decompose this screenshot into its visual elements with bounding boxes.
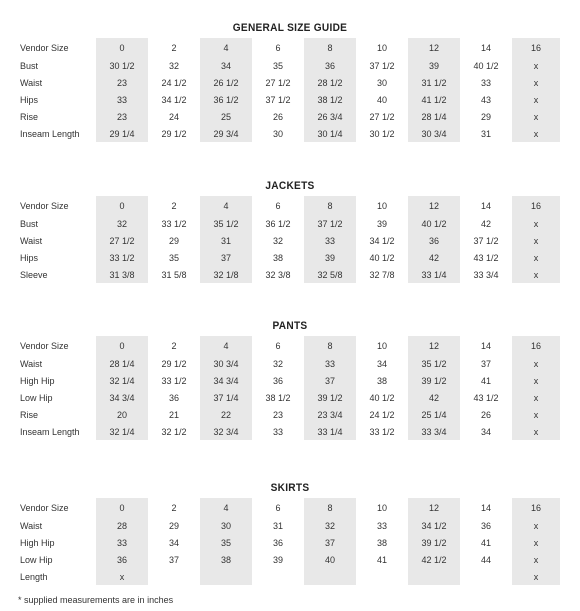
table-cell: 34 [376, 358, 387, 369]
table-cell: 32 [96, 215, 148, 232]
table-cell: 38 1/2 [304, 91, 356, 108]
table-cell: 38 [376, 537, 387, 548]
table-cell: 37 [304, 534, 356, 551]
table-cell: 36 [272, 375, 283, 386]
size-header: 12 [408, 498, 460, 517]
table-cell: 31 5/8 [161, 269, 187, 280]
size-header: 16 [512, 498, 560, 517]
table-cell: x [512, 389, 560, 406]
header-label: Vendor Size [20, 200, 69, 211]
table-cell: x [512, 423, 560, 440]
row-label: Waist [20, 358, 43, 369]
table-cell: 37 1/2 [265, 94, 291, 105]
section-title: SKIRTS [270, 482, 310, 494]
table-cell: 36 1/2 [200, 91, 252, 108]
table-cell: 29 [168, 520, 179, 531]
table-cell: 29 1/4 [96, 125, 148, 142]
table-cell: 36 [96, 551, 148, 568]
table-cell: x [512, 406, 560, 423]
row-label: High Hip [20, 537, 55, 548]
table-cell: 39 1/2 [304, 389, 356, 406]
size-header: 4 [200, 38, 252, 57]
table-cell [408, 568, 460, 585]
table-cell: 35 1/2 [200, 215, 252, 232]
table-cell: 37 [480, 358, 491, 369]
table-cell: 37 1/2 [473, 235, 499, 246]
table-cell: 32 1/4 [96, 423, 148, 440]
table-cell: x [96, 568, 148, 585]
table-cell: 37 1/2 [369, 60, 395, 71]
size-header: 2 [171, 340, 177, 351]
table-cell: 33 1/2 [161, 375, 187, 386]
table-row [16, 108, 560, 125]
table-cell: 32 [272, 358, 283, 369]
table-cell: x [512, 57, 560, 74]
table-cell: 34 3/4 [200, 372, 252, 389]
size-header: 14 [480, 340, 491, 351]
table-cell: 24 [168, 111, 179, 122]
row-label: Hips [20, 94, 39, 105]
table-cell: 34 1/2 [161, 94, 187, 105]
row-label: Length [20, 571, 48, 582]
table-cell: 35 [272, 60, 283, 71]
table-cell: 42 1/2 [408, 551, 460, 568]
table-cell: 22 [200, 406, 252, 423]
section-title: JACKETS [265, 180, 315, 192]
table-cell: x [512, 249, 560, 266]
table-cell: 33 [480, 77, 491, 88]
size-header: 4 [200, 196, 252, 215]
table-row [16, 125, 560, 142]
row-label: Waist [20, 77, 43, 88]
table-cell: 43 1/2 [473, 392, 499, 403]
size-header: 16 [512, 38, 560, 57]
table-cell: x [512, 215, 560, 232]
table-cell: 33 3/4 [408, 423, 460, 440]
table-cell: 43 [480, 94, 491, 105]
table-cell: x [512, 568, 560, 585]
table-cell: 23 [96, 74, 148, 91]
table-cell: 32 1/4 [96, 372, 148, 389]
table-cell: 33 3/4 [473, 269, 499, 280]
table-cell: 29 1/2 [161, 128, 187, 139]
table-cell: 37 [304, 372, 356, 389]
row-label: High Hip [20, 375, 55, 386]
table-cell: 33 [304, 232, 356, 249]
table-cell: 26 [272, 111, 283, 122]
table-cell: 38 [272, 252, 283, 263]
table-cell [148, 568, 200, 585]
table-cell: 31 [272, 520, 283, 531]
table-cell: 33 [304, 355, 356, 372]
size-header: 4 [200, 336, 252, 355]
table-cell: 37 1/2 [304, 215, 356, 232]
table-cell: 26 [480, 409, 491, 420]
table-cell: 29 [480, 111, 491, 122]
size-header: 2 [171, 502, 177, 513]
table-cell: x [512, 551, 560, 568]
table-cell: 34 [480, 426, 491, 437]
table-cell: x [512, 517, 560, 534]
table-cell: 34 3/4 [96, 389, 148, 406]
table-cell: 41 [480, 537, 491, 548]
table-cell: 35 [168, 252, 179, 263]
table-row [16, 91, 560, 108]
table-cell: 32 [304, 517, 356, 534]
table-cell: x [512, 74, 560, 91]
table-row [16, 423, 560, 440]
section-title: PANTS [272, 320, 308, 332]
header-label: Vendor Size [20, 502, 69, 513]
table-cell: 33 1/2 [96, 249, 148, 266]
table-header-row [16, 196, 560, 215]
table-cell: 40 1/2 [369, 252, 395, 263]
table-cell: 31 [480, 128, 491, 139]
table-cell: x [512, 125, 560, 142]
table-cell: 35 [200, 534, 252, 551]
table-cell: 32 7/8 [369, 269, 395, 280]
table-cell: 31 3/8 [96, 266, 148, 283]
table-header-row [16, 336, 560, 355]
table-cell [304, 568, 356, 585]
size-header: 8 [304, 38, 356, 57]
size-header: 8 [304, 196, 356, 215]
table-cell: 27 1/2 [369, 111, 395, 122]
size-table [16, 196, 560, 283]
table-cell: 33 [96, 534, 148, 551]
table-row [16, 232, 560, 249]
table-cell [460, 568, 512, 585]
table-cell: 36 [168, 392, 179, 403]
table-cell: 20 [96, 406, 148, 423]
table-row [16, 389, 560, 406]
table-cell: 42 [480, 218, 491, 229]
table-cell: 36 [480, 520, 491, 531]
table-cell: 41 [480, 375, 491, 386]
table-cell [200, 568, 252, 585]
size-header: 10 [376, 200, 387, 211]
row-label: Inseam Length [20, 128, 80, 139]
size-header: 10 [376, 502, 387, 513]
table-cell [356, 568, 408, 585]
table-cell: 30 [272, 128, 283, 139]
size-header: 0 [96, 336, 148, 355]
table-cell: 35 1/2 [408, 355, 460, 372]
row-label: Rise [20, 111, 39, 122]
table-row [16, 266, 560, 283]
table-row [16, 215, 560, 232]
size-table [16, 336, 560, 440]
size-header: 0 [96, 38, 148, 57]
table-cell: 21 [168, 409, 179, 420]
table-cell: 23 [96, 108, 148, 125]
table-cell: 28 [96, 517, 148, 534]
table-cell: 28 1/4 [96, 355, 148, 372]
size-header: 16 [512, 336, 560, 355]
table-cell: 24 1/2 [369, 409, 395, 420]
table-row [16, 551, 560, 568]
table-cell: 30 3/4 [200, 355, 252, 372]
size-header: 10 [376, 340, 387, 351]
table-cell: 31 1/2 [408, 74, 460, 91]
size-header: 2 [171, 42, 177, 53]
table-cell: 30 1/2 [96, 57, 148, 74]
table-cell: 33 1/2 [369, 426, 395, 437]
table-row [16, 355, 560, 372]
table-cell: x [512, 266, 560, 283]
table-cell: 40 1/2 [369, 392, 395, 403]
table-cell: 39 1/2 [408, 372, 460, 389]
table-cell: 32 5/8 [304, 266, 356, 283]
table-cell: 33 [272, 426, 283, 437]
table-cell: 32 [168, 60, 179, 71]
row-label: Rise [20, 409, 39, 420]
table-cell: 30 [200, 517, 252, 534]
table-cell: 36 [408, 232, 460, 249]
table-cell: 29 1/2 [161, 358, 187, 369]
table-cell: 32 1/2 [161, 426, 187, 437]
table-row [16, 74, 560, 91]
row-label: Inseam Length [20, 426, 80, 437]
table-cell: 40 [304, 551, 356, 568]
size-header: 8 [304, 498, 356, 517]
table-cell: 39 [408, 57, 460, 74]
table-cell: 37 [168, 554, 179, 565]
table-cell: 33 1/4 [408, 266, 460, 283]
table-row [16, 568, 560, 585]
table-row [16, 57, 560, 74]
table-cell: 34 [200, 57, 252, 74]
table-cell: 33 1/2 [161, 218, 187, 229]
table-cell: 29 [168, 235, 179, 246]
table-row [16, 249, 560, 266]
table-cell: 26 1/2 [200, 74, 252, 91]
table-cell: 23 [272, 409, 283, 420]
size-header: 2 [171, 200, 177, 211]
size-header: 12 [408, 38, 460, 57]
size-header: 14 [480, 200, 491, 211]
table-cell: 43 1/2 [473, 252, 499, 263]
table-cell: 34 [168, 537, 179, 548]
table-cell: 37 1/4 [200, 389, 252, 406]
table-cell: 38 [376, 375, 387, 386]
header-label: Vendor Size [20, 340, 69, 351]
table-cell: 36 1/2 [265, 218, 291, 229]
table-cell: x [512, 534, 560, 551]
size-header: 14 [480, 42, 491, 53]
table-cell: 44 [480, 554, 491, 565]
table-cell: 25 1/4 [408, 406, 460, 423]
table-header-row [16, 38, 560, 57]
row-label: Bust [20, 218, 39, 229]
size-header: 6 [275, 42, 281, 53]
size-header: 12 [408, 196, 460, 215]
table-cell: 33 [376, 520, 387, 531]
table-cell: 41 1/2 [408, 91, 460, 108]
table-cell: 25 [200, 108, 252, 125]
table-cell: 23 3/4 [304, 406, 356, 423]
row-label: Bust [20, 60, 39, 71]
table-cell: 32 [272, 235, 283, 246]
size-table [16, 498, 560, 585]
table-cell: 32 3/4 [200, 423, 252, 440]
table-cell: 32 3/8 [265, 269, 291, 280]
size-header: 0 [96, 196, 148, 215]
table-row [16, 534, 560, 551]
table-cell: 32 1/8 [200, 266, 252, 283]
table-cell: 36 [272, 537, 283, 548]
table-cell: x [512, 372, 560, 389]
table-cell: 39 [304, 249, 356, 266]
table-cell: 26 3/4 [304, 108, 356, 125]
table-cell: 39 [272, 554, 283, 565]
table-cell: 30 1/4 [304, 125, 356, 142]
table-row [16, 406, 560, 423]
row-label: Low Hip [20, 554, 53, 565]
table-cell: 24 1/2 [161, 77, 187, 88]
table-cell: 27 1/2 [265, 77, 291, 88]
table-cell: 40 1/2 [408, 215, 460, 232]
footnote: * supplied measurements are in inches [18, 595, 174, 605]
table-cell: 30 [376, 77, 387, 88]
table-cell: 28 1/2 [304, 74, 356, 91]
table-cell: x [512, 232, 560, 249]
size-header: 12 [408, 336, 460, 355]
table-cell: x [512, 108, 560, 125]
table-cell: 37 [200, 249, 252, 266]
table-row [16, 372, 560, 389]
table-cell: 34 1/2 [369, 235, 395, 246]
table-cell: 41 [376, 554, 387, 565]
table-cell: 30 1/2 [369, 128, 395, 139]
table-cell: 39 1/2 [408, 534, 460, 551]
table-cell: 39 [376, 218, 387, 229]
size-header: 6 [275, 340, 281, 351]
table-cell: x [512, 91, 560, 108]
table-cell: 40 [376, 94, 387, 105]
row-label: Waist [20, 520, 43, 531]
size-header: 8 [304, 336, 356, 355]
table-cell: 27 1/2 [96, 232, 148, 249]
row-label: Low Hip [20, 392, 53, 403]
size-header: 14 [480, 502, 491, 513]
table-cell: 34 1/2 [408, 517, 460, 534]
table-cell: 36 [304, 57, 356, 74]
row-label: Hips [20, 252, 39, 263]
table-header-row [16, 498, 560, 517]
row-label: Sleeve [20, 269, 48, 280]
table-cell: 40 1/2 [473, 60, 499, 71]
table-cell: 42 [408, 389, 460, 406]
size-table [16, 38, 560, 142]
table-cell: 30 3/4 [408, 125, 460, 142]
header-label: Vendor Size [20, 42, 69, 53]
table-cell: 33 [96, 91, 148, 108]
table-cell: x [512, 355, 560, 372]
table-row [16, 517, 560, 534]
table-cell: 33 1/4 [304, 423, 356, 440]
section-title: GENERAL SIZE GUIDE [232, 22, 348, 34]
table-cell: 42 [408, 249, 460, 266]
table-cell: 38 [200, 551, 252, 568]
table-cell: 29 3/4 [200, 125, 252, 142]
size-header: 6 [275, 200, 281, 211]
size-header: 4 [200, 498, 252, 517]
table-cell: 28 1/4 [408, 108, 460, 125]
size-header: 10 [376, 42, 387, 53]
size-header: 6 [275, 502, 281, 513]
table-cell [252, 568, 304, 585]
table-cell: 38 1/2 [265, 392, 291, 403]
size-header: 16 [512, 196, 560, 215]
table-cell: 31 [200, 232, 252, 249]
row-label: Waist [20, 235, 43, 246]
size-header: 0 [96, 498, 148, 517]
